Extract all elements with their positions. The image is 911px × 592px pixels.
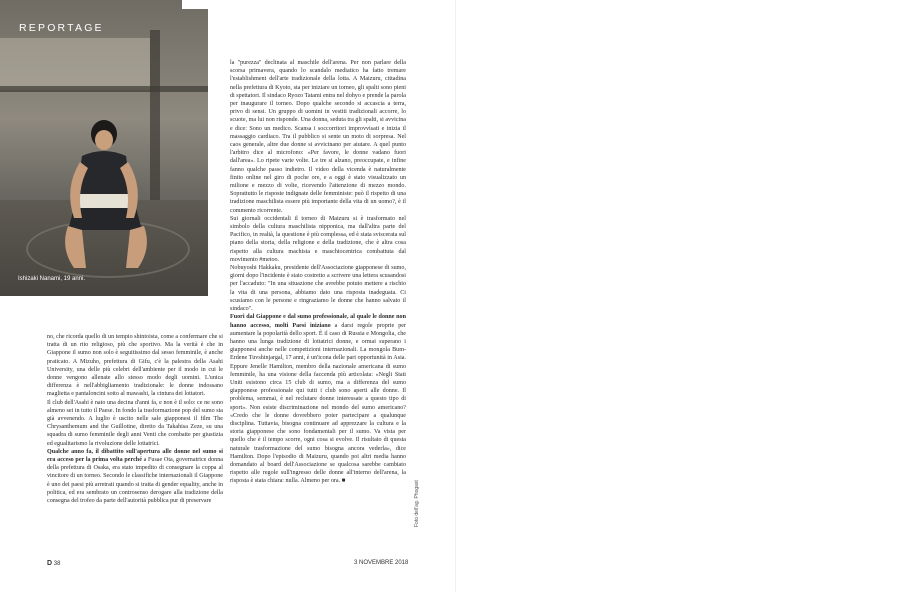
body-text: Il club dell'Asahi è nato una decina d'anni fa, e non è il solo: ce ne sono almeno sei in tutto il Paese. In fondo la trasformazione pop del sumo sta già avvenendo. A luglio è uscito nelle sale giapponesi il film The Chrysanthemum and the Guillotine, diretto da Takahisa Zeze, su una squadra di sumo femminile degli anni Venti che combatte per giustizia ed egualitarismo la rivoluzione delle lottatrici. [47, 399, 224, 447]
page-spine [455, 0, 456, 592]
article-column-left [47, 333, 223, 505]
paragraph [230, 59, 406, 215]
body-text: a Fusae Ota, governatrice donna della prefettura di Osaka, era stato impedito di consegnare la coppa al vincitore di un torneo. Secondo le classifiche internazionali il Giappone è uno dei paesi più arretrati quando si tratta di gender equality, anche in politica, ed era sembrato un controsenso derogare alla tradizione della consegna del trofeo da parte dell'autorità pubblica pur di preservare [47, 457, 223, 505]
wrestler-figure [60, 118, 152, 278]
paragraph [230, 313, 406, 485]
body-text: la "purezza" declinata al maschile dell'arena. Per non parlare della scorsa primavera, quando lo scandalo mediatico ha fatto tremare l'establishment dell'arte tradizionale della lotta. A Maizuru, cittadina nella prefettura di Kyoto, sta per iniziare un torneo, gli spalti sono pieni di spettatori. Il sindaco Ryozo Tatami entra nel dohyo e prende la parola per inaugurare il torneo. Dopo qualche secondo si accascia a terra, privo di sensi. Un gruppo di uomini in vestiti tradizionali accorre, lo scuote, ma lui non risponde. Una donna, seduta tra gli spalti, si avvicina e dice: Sono un medico. Scansa i soccorritori improvvisati e inizia il massaggio cardiaco. Tra il pubblico si sente un moto di sorpresa. Nel caos generale, altre due donne si avvicinano per aiutare. A quel punto l'arbitro dice al microfono: «Per favore, le donne vadano fuori dall'area». Lo ripete varie volte. Le tre si alzano, preoccupate, e infine fanno qualche passo indietro. Il video della vicenda è naturalmente finito online nel giro di poche ore, e a oggi è stato visualizzato un milione e mezzo di volte, ricevendo l'attenzione di mezzo mondo. Soprattutto le risposte indignate delle femministe: può il rispetto di una tradizione maschilista essere più importante della vita di un uomo?, è il commento ricorrente. [230, 60, 406, 214]
body-text: Nobuyoshi Hakkaku, presidente dell'Associazione giapponese di sumo, giorni dopo l'incidente è stato costretto a scrivere una lettera scusandosi per l'accaduto: "In una situazione che avrebbe potuto mettere a rischio la vita di una persona, abbiamo dato una risposta inadeguata. Ci scusiamo con le persone e ringraziamo le donne che hanno salvato il sindaco". [230, 265, 406, 313]
paragraph [47, 448, 223, 505]
paragraph [230, 264, 406, 313]
magazine-logo: D [47, 560, 53, 567]
lead-in: Fuori dal Giappone e dal sumo professionale, al quale le donne non hanno accesso, molti Paesi iniziano [230, 314, 406, 329]
corner-tab [182, 0, 208, 9]
paragraph [47, 333, 223, 399]
body-text: a darsi regole proprie per aumentare la popolarità dello sport. È il caso di Russia e Mongolia, che hanno una lunga tradizione di lottatrici donne, e ormai superano i giapponesi anche nelle competizioni internazionali. La mongola Bum-Erdene Tuvshinjargal, 17 anni, è un'icona delle pari opportunità in Asia. Eppure Jenelle Hamilton, membro della nazionale americana di sumo femminile, ha una visione della faccenda più articolata: «Negli Stati Uniti esistono circa 15 club di sumo, ma a differenza del sumo giapponese professionale qui tutti i club sono aperti alle donne. Il problema, semmai, è nel reclutare donne interessate a questo tipo di sport». Non esiste discriminazione nel mondo del sumo americano? «Credo che le donne dovrebbero poter partecipare a qualunque disciplina. Tuttavia, bisogna continuare ad apprezzare la cultura e la storia giapponese che sono fondamentali per il sumo. Va vista per quello che è il tempo scorre, ogni cosa si evolve. Il risultato di questa naturale trasformazione del sumo bisogna ancora vederla», dice Hamilton. Dopo l'episodio di Maizuru, quando poi altri media hanno domandato al board dell'Associazione se qualcosa sarebbe cambiato rispetto alle regole sull'ingresso delle donne all'interno dell'arena, la risposta è stata chiara: nulla. Almeno per ora. ■ [230, 322, 406, 485]
cover-photo [0, 0, 208, 296]
section-kicker: REPORTAGE [19, 22, 104, 34]
page-number: 38 [53, 561, 61, 567]
body-text: no, che ricorda quello di un tempio shintoista, come a confermare che si tratta di un rito religioso, più che sportivo. Ma la verità è che in Giappone il sumo non solo è seguitissimo dal sesso femminile, è anche praticato. A Mizuho, prefettura di Gifu, c'è la palestra della Asahi University, una delle più celebri dell'ambiente per il modo in cui le donne vengono allenate allo stesso modo degli uomini. L'unica differenza è nell'abbigliamento tradizionale: le donne indossano maglietta e pantaloncini sotto al mawashi, la cintura dei lottatori. [47, 334, 223, 398]
window-panel [0, 38, 150, 90]
lead-in: Qualche anno fa, il dibattito sull'apertura alle donne nel sumo si era acceso per la prima volta perché [47, 448, 223, 464]
photo-caption: Ishizaki Nanami, 19 anni. [18, 276, 86, 282]
article-column-right [230, 59, 406, 486]
issue-date: 3 NOVEMBRE 2018 [354, 560, 409, 566]
folio-left [47, 560, 60, 567]
paragraph [47, 399, 223, 448]
photo-credit: Foto dell'ag. Phogast [414, 480, 420, 527]
wooden-beam [0, 86, 208, 92]
body-text: Sui giornali occidentali il torneo di Maizuru si è trasformato nel simbolo della cultura maschilista nipponica, ma dall'altra parte del Pacifico, in realtà, la questione è più complessa, ed è stata sviscerata sul piano della storia, della religione e della tradizione, che è altra cosa rispetto alla cultura machista e maschiocentrica combattuta dal movimento #metoo. [230, 215, 406, 263]
paragraph [230, 215, 406, 264]
